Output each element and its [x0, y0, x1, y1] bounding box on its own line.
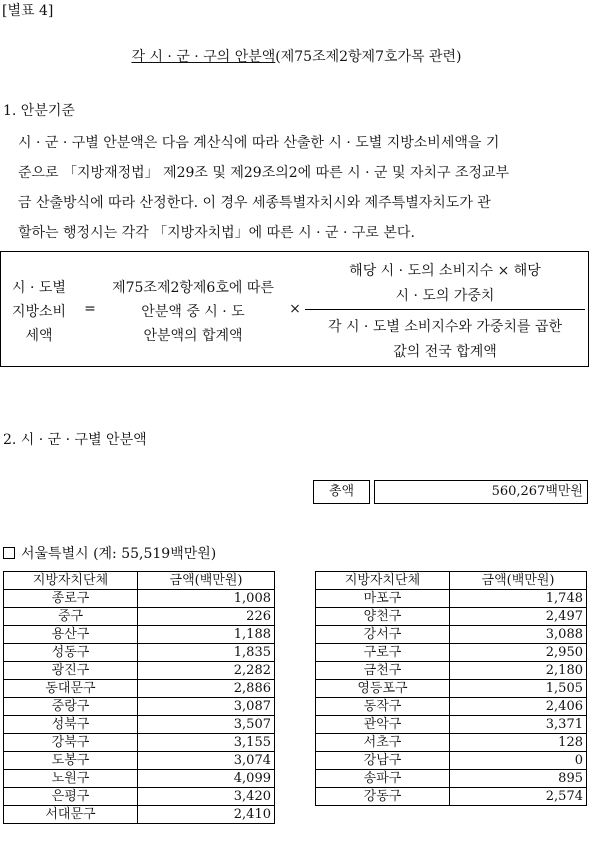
- formula-box: [0, 251, 589, 367]
- district-name: 강서구: [316, 626, 450, 644]
- table-row: [4, 770, 275, 788]
- title-main: 각 시 · 군 · 구의 안분액: [131, 49, 276, 65]
- district-name: 중랑구: [4, 698, 138, 716]
- table-header-row: [316, 572, 587, 590]
- district-amount: 2,410: [138, 806, 275, 824]
- section1-heading: 1. 안분기준: [3, 103, 75, 119]
- district-name: 성동구: [4, 644, 138, 662]
- table-row: [4, 752, 275, 770]
- table-row: [4, 806, 275, 824]
- total-label: 총액: [313, 480, 370, 504]
- district-name: 강동구: [316, 788, 450, 806]
- col-header-amount: 금액(백만원): [138, 572, 275, 590]
- table-row: [316, 698, 587, 716]
- district-amount: 2,282: [138, 662, 275, 680]
- district-amount: 1,835: [138, 644, 275, 662]
- table-row: [4, 734, 275, 752]
- district-name: 중구: [4, 608, 138, 626]
- district-amount: 1,008: [138, 590, 275, 608]
- district-name: 강북구: [4, 734, 138, 752]
- district-name: 구로구: [316, 644, 450, 662]
- formula-equals: =: [84, 301, 96, 317]
- table-row: [4, 590, 275, 608]
- district-name: 노원구: [4, 770, 138, 788]
- table-row: [4, 626, 275, 644]
- table-row: [4, 680, 275, 698]
- district-amount: 1,748: [450, 590, 587, 608]
- formula-numerator-2: 시 · 도의 가중치: [395, 288, 495, 304]
- district-name: 서대문구: [4, 806, 138, 824]
- table-row: [316, 644, 587, 662]
- paragraph-line: 할하는 행정시는 각각 「지방자치법」에 따른 시 · 군 · 구로 본다.: [18, 225, 415, 241]
- formula-numerator-1: 해당 시 · 도의 소비지수 × 해당: [349, 263, 541, 279]
- formula-mid-1: 제75조제2항제6호에 따른: [112, 280, 274, 296]
- seoul-heading: [3, 543, 216, 563]
- seoul-table-left: [3, 571, 275, 824]
- formula-times: ×: [289, 301, 301, 317]
- table-row: [316, 590, 587, 608]
- district-amount: 2,574: [450, 788, 587, 806]
- document-title: [0, 46, 593, 66]
- district-amount: 1,188: [138, 626, 275, 644]
- district-amount: 3,088: [450, 626, 587, 644]
- table-row: [4, 788, 275, 806]
- formula-mid-2: 안분액 중 시 · 도: [141, 304, 245, 320]
- section2-heading: 2. 시 · 군 · 구별 안분액: [3, 432, 147, 448]
- table-row: [4, 662, 275, 680]
- table-row: [316, 608, 587, 626]
- district-name: 동작구: [316, 698, 450, 716]
- district-name: 양천구: [316, 608, 450, 626]
- fraction-line: [305, 309, 585, 310]
- col-header-amount: 금액(백만원): [450, 572, 587, 590]
- paragraph-line: 금 산출방식에 따라 산정한다. 이 경우 세종특별자치시와 제주특별자치도가 관: [18, 195, 491, 211]
- district-amount: 3,087: [138, 698, 275, 716]
- district-name: 종로구: [4, 590, 138, 608]
- table-row: [316, 680, 587, 698]
- table-row: [4, 608, 275, 626]
- table-row: [316, 662, 587, 680]
- table-header-row: [4, 572, 275, 590]
- district-amount: 3,420: [138, 788, 275, 806]
- title-sub: (제75조제2항제7호가목 관련): [275, 49, 462, 65]
- district-amount: 1,505: [450, 680, 587, 698]
- district-amount: 2,886: [138, 680, 275, 698]
- total-value: 560,267백만원: [374, 480, 588, 504]
- district-amount: 2,406: [450, 698, 587, 716]
- table-row: [4, 716, 275, 734]
- district-name: 관악구: [316, 716, 450, 734]
- district-amount: 4,099: [138, 770, 275, 788]
- district-name: 광진구: [4, 662, 138, 680]
- district-name: 도봉구: [4, 752, 138, 770]
- district-amount: 3,074: [138, 752, 275, 770]
- district-name: 동대문구: [4, 680, 138, 698]
- seoul-table-right: [315, 571, 587, 806]
- table-row: [316, 716, 587, 734]
- paragraph-line: 준으로 「지방재정법」 제29조 및 제29조의2에 따른 시 · 군 및 자치구 조정교부: [18, 165, 510, 181]
- table-row: [316, 770, 587, 788]
- formula-left-3: 세액: [25, 328, 53, 344]
- formula-mid-3: 안분액의 합계액: [143, 328, 243, 344]
- district-amount: 3,371: [450, 716, 587, 734]
- formula-denominator-2: 값의 전국 합계액: [393, 344, 497, 360]
- table-row: [316, 788, 587, 806]
- district-name: 용산구: [4, 626, 138, 644]
- district-amount: 226: [138, 608, 275, 626]
- annex-label: [별표 4]: [2, 3, 54, 19]
- district-name: 서초구: [316, 734, 450, 752]
- district-amount: 128: [450, 734, 587, 752]
- district-amount: 3,155: [138, 734, 275, 752]
- district-amount: 895: [450, 770, 587, 788]
- district-name: 은평구: [4, 788, 138, 806]
- district-amount: 0: [450, 752, 587, 770]
- district-name: 영등포구: [316, 680, 450, 698]
- seoul-heading-text: 서울특별시 (계: 55,519백만원): [21, 546, 217, 562]
- formula-left-2: 지방소비: [11, 304, 67, 320]
- district-amount: 2,180: [450, 662, 587, 680]
- table-row: [316, 752, 587, 770]
- table-row: [4, 644, 275, 662]
- district-name: 강남구: [316, 752, 450, 770]
- paragraph-line: 시 · 군 · 구별 안분액은 다음 계산식에 따라 산출한 시 · 도별 지방소비세액을 기: [18, 135, 500, 151]
- district-amount: 2,497: [450, 608, 587, 626]
- district-name: 성북구: [4, 716, 138, 734]
- table-row: [316, 734, 587, 752]
- col-header-name: 지방자치단체: [316, 572, 450, 590]
- district-name: 송파구: [316, 770, 450, 788]
- checkbox-icon: [3, 547, 15, 559]
- col-header-name: 지방자치단체: [4, 572, 138, 590]
- section1-paragraph: [18, 128, 590, 248]
- district-name: 금천구: [316, 662, 450, 680]
- table-row: [316, 626, 587, 644]
- district-name: 마포구: [316, 590, 450, 608]
- formula-left-1: 시 · 도별: [12, 280, 66, 296]
- table-row: [4, 698, 275, 716]
- district-amount: 2,950: [450, 644, 587, 662]
- district-amount: 3,507: [138, 716, 275, 734]
- formula-denominator-1: 각 시 · 도별 소비지수와 가중치를 곱한: [327, 319, 562, 335]
